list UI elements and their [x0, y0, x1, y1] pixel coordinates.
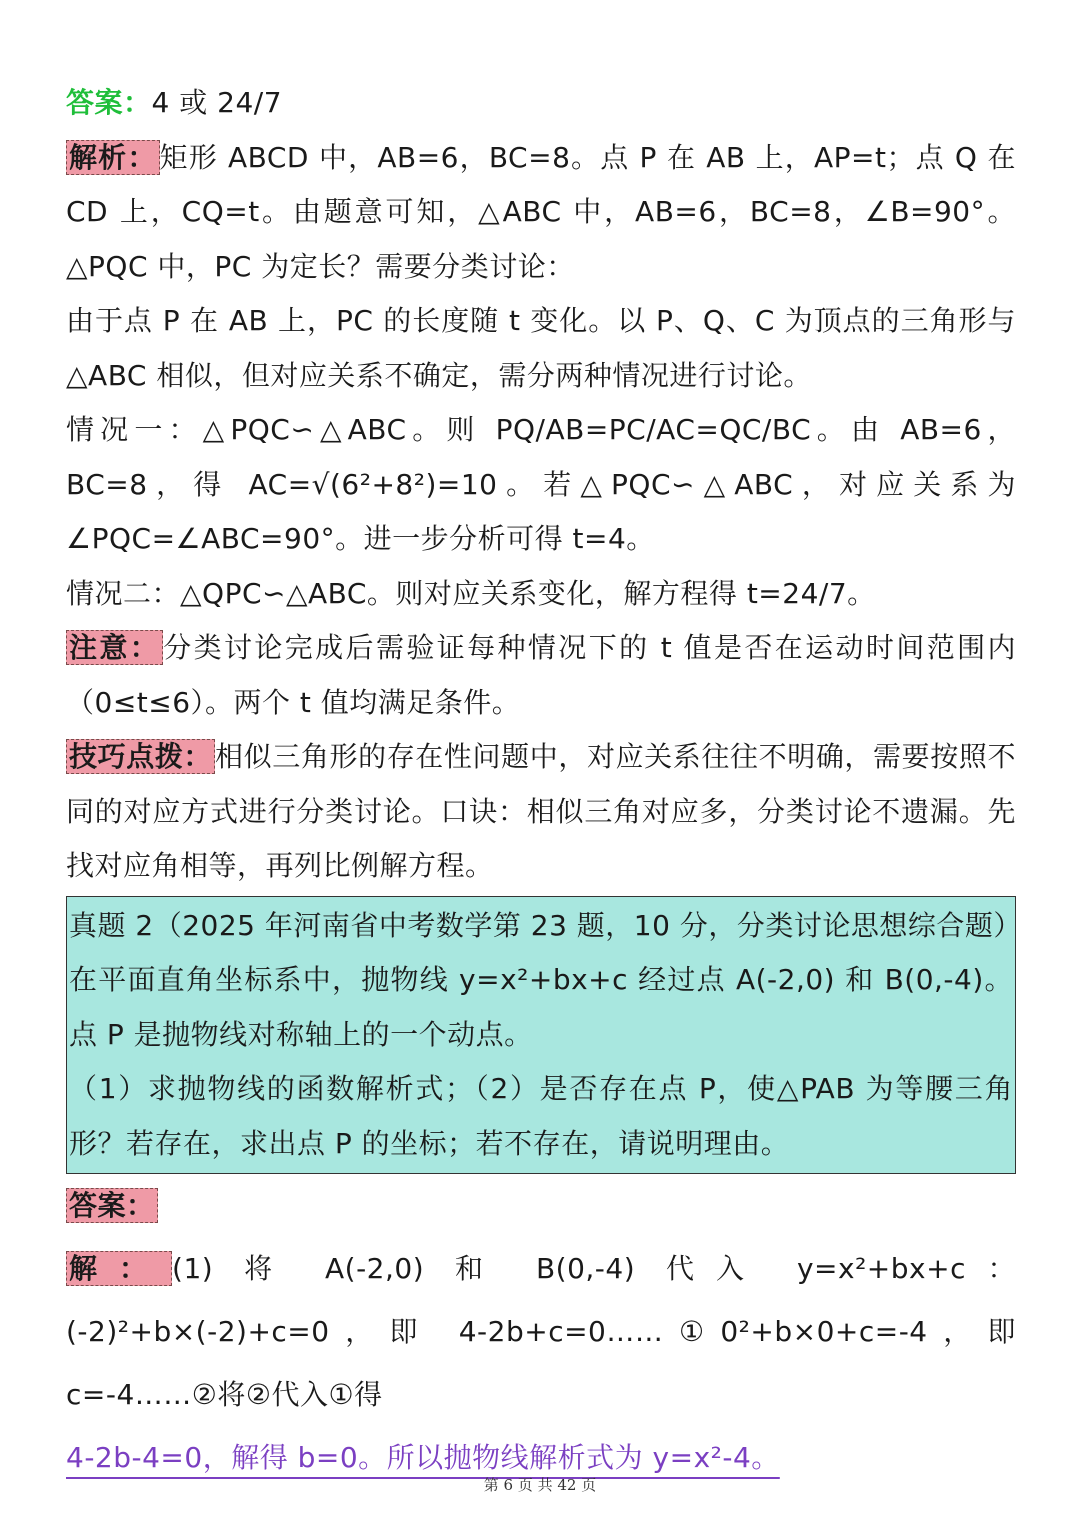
answer-value: 4 或 24/7 [151, 86, 283, 119]
case-two-paragraph: 情况二：△QPC∽△ABC。则对应关系变化，解方程得 t=24/7。 [66, 576, 876, 610]
note-text: 分类讨论完成后需验证每种情况下的 t 值是否在运动时间范围内（0≤t≤6）。两个 t 值均满足条件。 [66, 631, 1016, 719]
answer2-line [66, 1174, 1016, 1237]
analysis-label: 解析： [66, 140, 160, 175]
question-title: 真题 2（2025 年河南省中考数学第 23 题，10 分，分类讨论思想综合题） [69, 908, 1022, 942]
analysis-text: 矩形 ABCD 中，AB=6，BC=8。点 P 在 AB 上，AP=t；点 Q 在 CD 上，CQ=t。由题意可知，△ABC 中，AB=6，BC=8，∠B=90°。△PQC 中，PC 为定长？需要分类讨论： [66, 140, 1016, 283]
tip-paragraph [66, 730, 1016, 894]
answer-line [66, 76, 1016, 131]
tip-label: 技巧点拨： [66, 739, 215, 774]
answer-label: 答案： [66, 86, 152, 119]
case-one-paragraph: 情况一：△PQC∽△ABC。则 PQ/AB=PC/AC=QC/BC。由 AB=6，BC=8，得 AC=√(6²+8²)=10。若△PQC∽△ABC，对应关系为∠PQC=∠ABC=90°。进一步分析可得 t=4。 [66, 413, 1016, 555]
question-body: 在平面直角坐标系中，抛物线 y=x²+bx+c 经过点 A(-2,0) 和 B(0,-4)。点 P 是抛物线对称轴上的一个动点。 [69, 963, 1013, 1051]
answer2-label: 答案： [66, 1188, 158, 1223]
note-paragraph [66, 621, 1016, 730]
body-paragraph-1: 由于点 P 在 AB 上，PC 的长度随 t 变化。以 P、Q、C 为顶点的三角形与△ABC 相似，但对应关系不确定，需分两种情况进行讨论。 [66, 304, 1016, 392]
page-footer: 第 6 页 共 42 页 [483, 1476, 597, 1494]
solution-paragraph [66, 1237, 1016, 1489]
tip-text: 相似三角形的存在性问题中，对应关系往往不明确，需要按照不同的对应方式进行分类讨论。口诀：相似三角对应多，分类讨论不遗漏。先找对应角相等，再列比例解方程。 [66, 740, 1016, 882]
question-box [66, 896, 1022, 1175]
answer-block [66, 1174, 1016, 1489]
page-content [66, 76, 1022, 1489]
solution-text: (1) 将 A(-2,0) 和 B(0,-4) 代入 y=x²+bx+c：(-2)²+b×(-2)+c=0，即 4-2b+c=0……①0²+b×0+c=-4，即 c=-4……②将②代入①得 [66, 1252, 1016, 1411]
question-parts: （1）求抛物线的函数解析式；（2）是否存在点 P，使△PAB 为等腰三角形？若存在，求出点 P 的坐标；若不存在，请说明理由。 [69, 1072, 1013, 1160]
solution-highlight: 4-2b-4=0，解得 b=0。所以抛物线解析式为 y=x²-4。 [66, 1441, 780, 1474]
note-label: 注意： [66, 630, 163, 665]
solution-label: 解： [66, 1251, 172, 1286]
analysis-paragraph [66, 131, 1016, 295]
